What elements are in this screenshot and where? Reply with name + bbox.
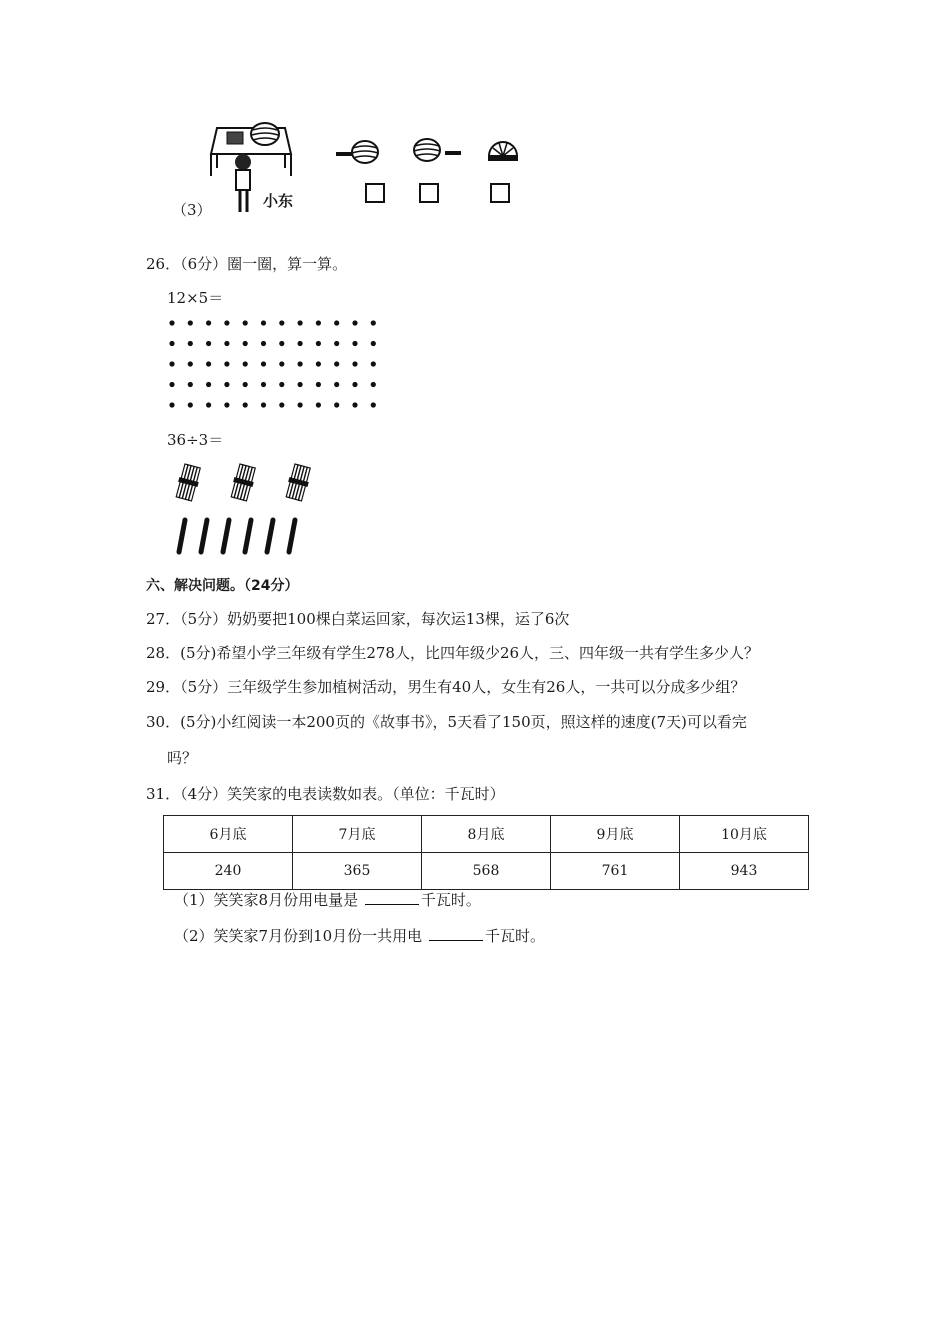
dot [279,382,284,387]
dot [298,382,303,387]
dot [371,320,376,325]
dot [169,402,174,407]
q31-sub1-suffix: 千瓦时。 [420,891,481,909]
dot [261,402,266,407]
dot [188,341,193,346]
answer-blank-1[interactable] [365,890,419,905]
answer-blank-2[interactable] [429,926,483,941]
q29-text: （5分）三年级学生参加植树活动，男生有40人，女生有26人，一共可以分成多少组？ [180,678,746,696]
dot [298,320,303,325]
q31-sub1 [174,890,481,910]
q31-sub2-prefix: （2）笑笑家7月份到10月份一共用电 [174,927,423,945]
single-stick-icon [223,520,229,552]
view-option-2-icon [414,139,461,161]
watermelon-icon [251,123,279,145]
dot [206,320,211,325]
dot [243,402,248,407]
table-cell: 240 [164,853,293,890]
dot [261,382,266,387]
answer-box-3[interactable] [490,183,510,203]
q28 [146,643,759,663]
dot [334,402,339,407]
dot [352,402,357,407]
q31-sub2-suffix: 千瓦时。 [484,927,545,945]
dot [224,320,229,325]
view-option-3-icon [488,142,518,161]
q29-number: 29． [146,678,181,696]
dot [243,320,248,325]
table-header-cell: 9月底 [551,816,680,853]
q26-expr2: 36÷3＝ [167,431,224,449]
view-option-1-icon [336,141,378,163]
dot [224,361,229,366]
dot [352,320,357,325]
dot [298,341,303,346]
q30-number: 30． [146,713,181,731]
dot [169,361,174,366]
dot [188,361,193,366]
q30-text: (5分)小红阅读一本200页的《故事书》，5天看了150页，照这样的速度(7天)可以看完 [180,713,747,731]
q30-continuation: 吗？ [167,749,198,767]
dot [279,361,284,366]
q31-sub2 [174,926,545,946]
dot [169,341,174,346]
dot [298,361,303,366]
single-stick-icon [245,520,251,552]
table-row [164,853,809,890]
stick-bundle-icon [229,463,257,501]
q31-title: 31．（4分）笑笑家的电表读数如表。（单位：千瓦时） [146,785,505,803]
table-header-cell: 10月底 [680,816,809,853]
dot [352,341,357,346]
answer-box-1[interactable] [365,183,385,203]
single-stick-icon [179,520,185,552]
dot [188,320,193,325]
dot [371,361,376,366]
dot [371,341,376,346]
dot-array-svg [165,315,385,415]
dot [261,320,266,325]
dot [206,361,211,366]
q31-sub1-prefix: （1）笑笑家8月份用电量是 [174,891,359,909]
dot [316,320,321,325]
single-stick-icon [289,520,295,552]
q30 [146,712,747,732]
q27-number: 27． [146,610,181,628]
dot [371,402,376,407]
dot [188,402,193,407]
q27-text: （5分）奶奶要把100棵白菜运回家，每次运13棵，运了6次 [180,610,570,628]
sticks-svg [165,460,315,560]
single-stick-icon [267,520,273,552]
table-header-cell: 7月底 [293,816,422,853]
answer-box-2[interactable] [419,183,439,203]
q26-expr1: 12×5＝ [167,289,224,307]
dot [316,361,321,366]
dot [243,361,248,366]
dot [169,382,174,387]
dot [371,382,376,387]
dot [352,382,357,387]
section-heading: 六、解决问题。（24分） [146,578,299,594]
q25-figure [205,118,535,218]
dot [334,382,339,387]
q27 [146,609,569,629]
dot [261,341,266,346]
meter-table [163,815,809,890]
dot [298,402,303,407]
table-cell: 761 [551,853,680,890]
stick-bundle-icon [284,463,312,501]
dot [243,341,248,346]
dot [206,402,211,407]
dot [316,402,321,407]
table-cell: 943 [680,853,809,890]
dot [188,382,193,387]
q28-text: (5分)希望小学三年级有学生278人，比四年级少26人，三、四年级一共有学生多少人？ [180,644,760,662]
dot-grid[interactable] [165,315,385,415]
person-name: 小东 [263,192,294,210]
dot [206,341,211,346]
dot [334,341,339,346]
dot [206,382,211,387]
q25-part3-label: （3） [172,201,212,219]
dot [316,382,321,387]
dot [224,402,229,407]
single-stick-icon [201,520,207,552]
dot [279,320,284,325]
dot [169,320,174,325]
dot [243,382,248,387]
dot [279,402,284,407]
table-header-cell: 8月底 [422,816,551,853]
dot [352,361,357,366]
table-header-row [164,816,809,853]
watermelon-table-illustration [205,118,535,218]
q26-title: 26．（6分）圈一圈，算一算。 [146,255,348,273]
dot [334,320,339,325]
dot [316,341,321,346]
dot [334,361,339,366]
sticks-figure[interactable] [165,460,315,560]
q29 [146,677,745,697]
q28-number: 28． [146,644,181,662]
table-cell: 568 [422,853,551,890]
table-header-cell: 6月底 [164,816,293,853]
box-icon [227,132,243,144]
stick-bundle-icon [174,463,202,501]
dot [224,341,229,346]
dot [224,382,229,387]
dot [279,341,284,346]
dot [261,361,266,366]
child-figure-icon [235,154,251,212]
table-cell: 365 [293,853,422,890]
